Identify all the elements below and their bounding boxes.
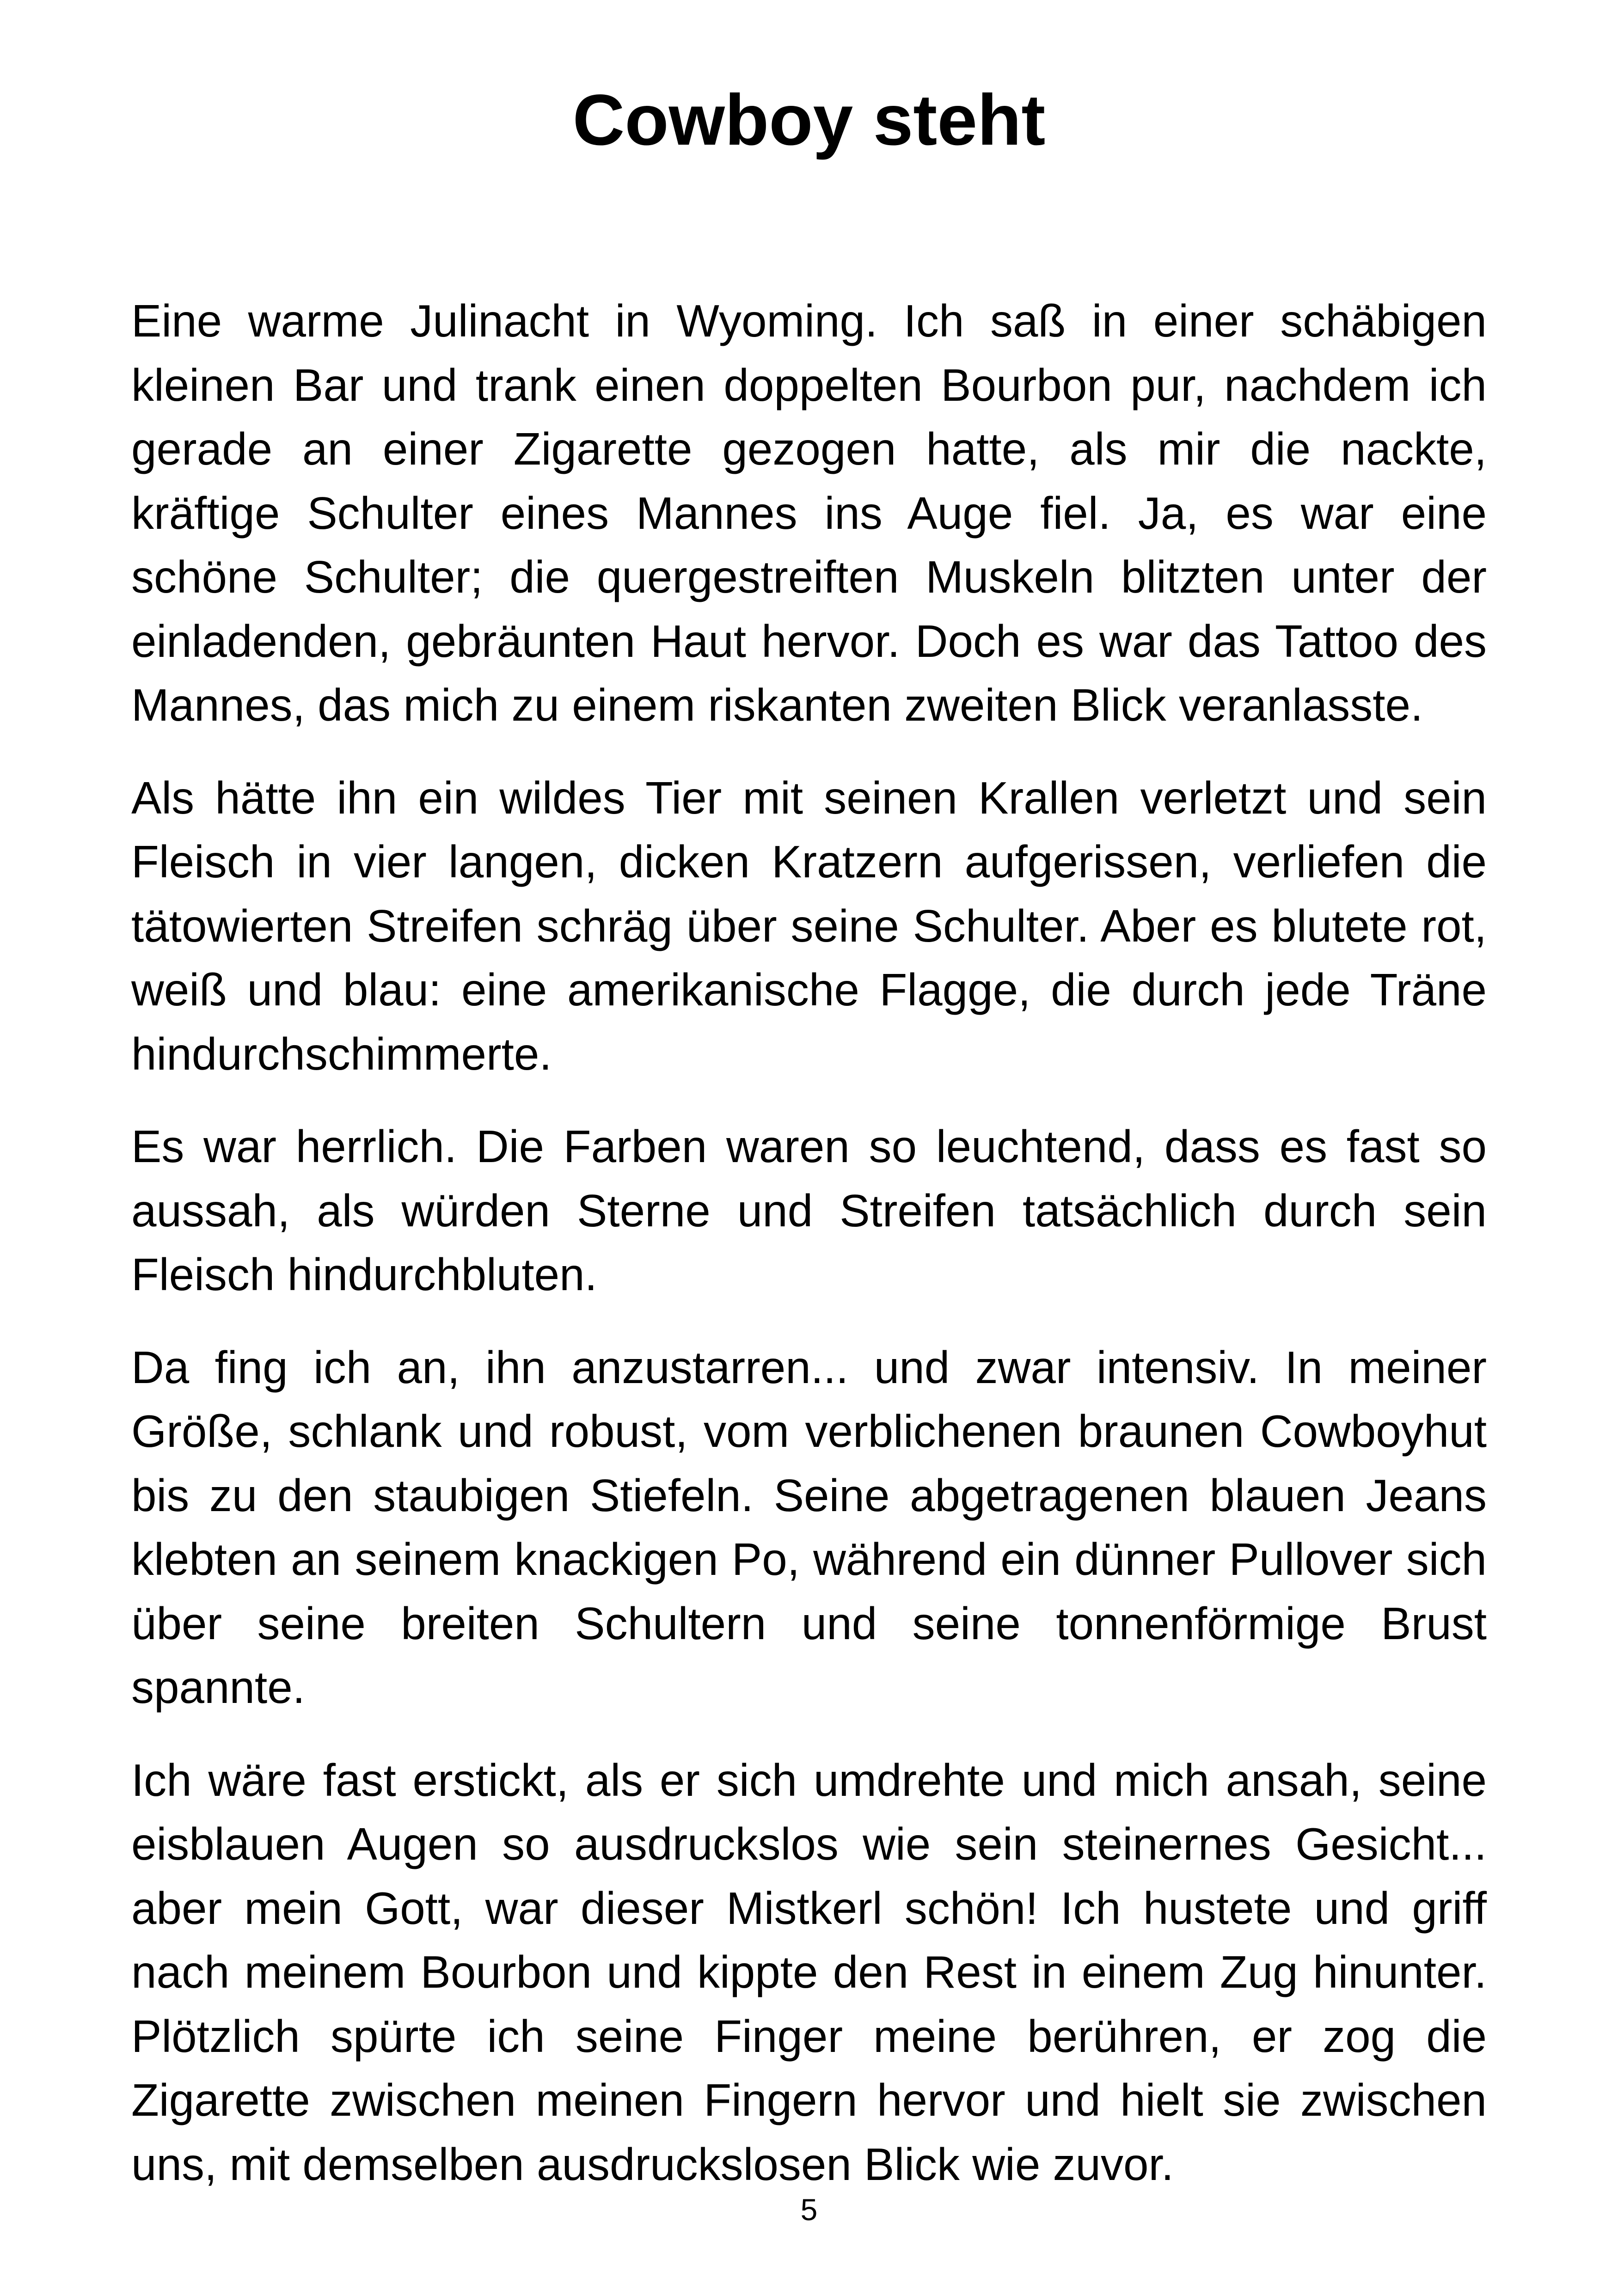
paragraph: Ich wäre fast erstickt, als er sich umdrehte und mich ansah, seine eisblauen Augen so ausdruckslos wie sein steinernes Gesicht... aber mein Gott, war dieser Mistkerl schön! Ich hustete und griff nach meinem Bourbon und kippte den Rest in einem Zug hinunter. Plötzlich spürte ich seine Finger meine berühren, er zog die Zigarette zwischen meinen Fingern hervor und hielt sie zwischen uns, mit demselben ausdruckslosen Blick wie zuvor.: [131, 1754, 1487, 2190]
paragraph: Eine warme Julinacht in Wyoming. Ich saß in einer schäbigen kleinen Bar und trank einen doppelten Bourbon pur, nachdem ich gerade an einer Zigarette gezogen hatte, als mir die nackte, kräftige Schulter eines Mannes ins Auge fiel. Ja, es war eine schöne Schulter; die quergestreiften Muskeln blitzten unter der einladenden, gebräunten Haut hervor. Doch es war das Tattoo des Mannes, das mich zu einem riskanten zweiten Blick veranlasste.: [131, 295, 1487, 730]
chapter-title: Cowboy steht: [572, 80, 1046, 160]
chapter-body: [131, 289, 1487, 2225]
paragraph: Es war herrlich. Die Farben waren so leuchtend, dass es fast so aussah, als würden Sterne und Streifen tatsächlich durch sein Fleisch hindurchbluten.: [131, 1121, 1487, 1300]
paragraph: Da fing ich an, ihn anzustarren... und zwar intensiv. In meiner Größe, schlank und robust, vom verblichenen braunen Cowboyhut bis zu den staubigen Stiefeln. Seine abgetragenen blauen Jeans klebten an seinem knackigen Po, während ein dünner Pullover sich über seine breiten Schultern und seine tonnenförmige Brust spannte.: [131, 1341, 1487, 1713]
page-number: 5: [800, 2192, 818, 2227]
paragraph: Als hätte ihn ein wildes Tier mit seinen Krallen verletzt und sein Fleisch in vier langen, dicken Kratzern aufgerissen, verliefen die tätowierten Streifen schräg über seine Schulter. Aber es blutete rot, weiß und blau: eine amerikanische Flagge, die durch jede Träne hindurchschimmerte.: [131, 772, 1487, 1079]
